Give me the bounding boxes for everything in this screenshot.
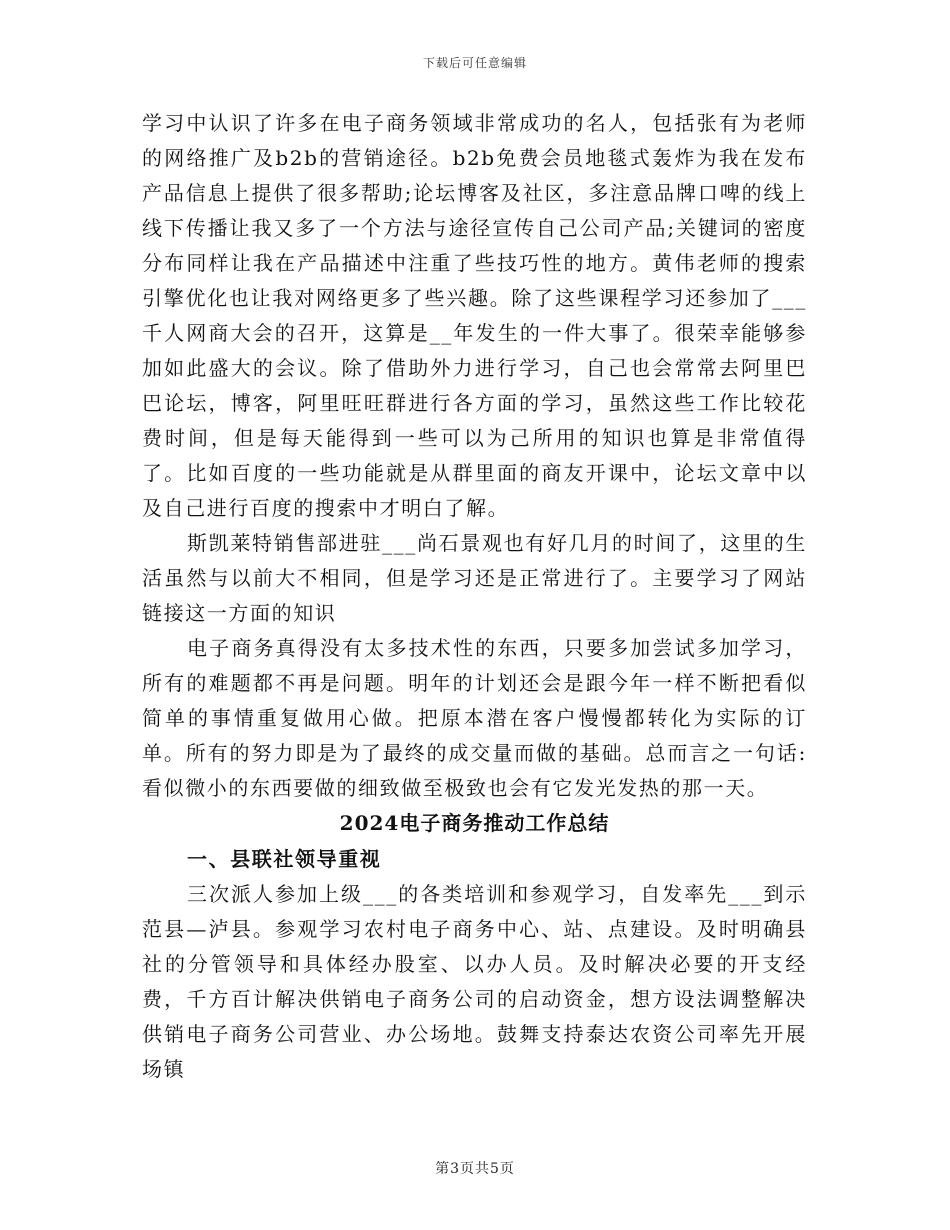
paragraph-learning-experience: 学习中认识了许多在电子商务领域非常成功的名人，包括张有为老师的网络推广及b2b的营销途径。b2b免费会员地毯式轰炸为我在发布产品信息上提供了很多帮助;论坛博客及社区，多注意品牌口啤的线上线下传播让我又多了一个方法与途径宣传自己公司产品;关键词的密度分布同样让我在产品描述中注重了些技巧性的地方。黄伟老师的搜索引擎优化也让我对网络更多了些兴趣。除了这些课程学习还参加了___千人网商大会的召开，这算是__年发生的一件大事了。很荣幸能够参加如此盛大的会议。除了借助外力进行学习，自己也会常常去阿里巴巴论坛，博客，阿里旺旺群进行各方面的学习，虽然这些工作比较花费时间，但是每天能得到一些可以为己所用的知识也算是非常值得了。比如百度的一些功能就是从群里面的商友开课中，论坛文章中以及自己进行百度的搜索中才明白了解。: [142, 111, 807, 520]
paragraph-ecommerce-plan: 电子商务真得没有太多技术性的东西，只要多加尝试多加学习，所有的难题都不再是问题。明年的计划还会是跟今年一样不断把看似简单的事情重复做用心做。把原本潜在客户慢慢都转化为实际的订单。所有的努力即是为了最终的成交量而做的基础。总而言之一句话:看似微小的东西要做的细致做至极致也会有它发光发热的那一天。: [142, 636, 807, 800]
page-number-footer: 第3页共5页: [435, 1161, 515, 1177]
paragraph-sales-department: 斯凯莱特销售部进驻___尚石景观也有好几月的时间了，这里的生活虽然与以前大不相同，但是学习还是正常进行了。主要学习了网站链接这一方面的知识: [142, 531, 807, 625]
page-header: 下载后可任意编辑: [422, 56, 527, 70]
document-body: [142, 106, 807, 1087]
paragraph-county-cooperative: 三次派人参加上级___的各类培训和参观学习，自发率先___到示范县—泸县。参观学习农村电子商务中心、站、点建设。及时明确县社的分管领导和具体经办股室、以办人员。及时解决必要的开支经费，千方百计解决供销电子商务公司的启动资金，想方设法调整解决供销电子商务公司营业、办公场地。鼓舞支持泰达农资公司率先开展场镇: [142, 882, 807, 1081]
document-title: 2024电子商务推动工作总结: [339, 811, 610, 835]
section-heading-leadership: 一、县联社领导重视: [187, 847, 382, 871]
